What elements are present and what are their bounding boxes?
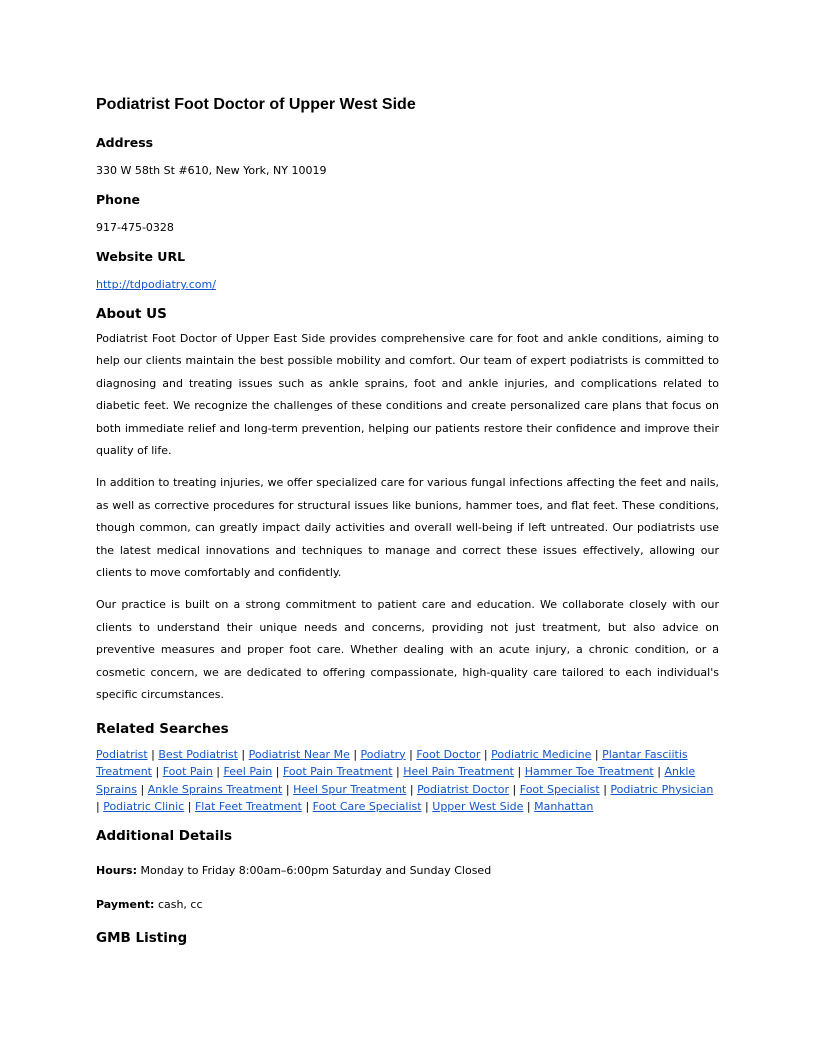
related-search-link[interactable]: Feel Pain xyxy=(223,765,273,778)
additional-details-heading: Additional Details xyxy=(96,827,233,844)
link-separator: | xyxy=(147,747,159,761)
link-separator: | xyxy=(151,765,163,778)
website-heading: Website URL xyxy=(96,249,186,264)
related-search-link[interactable]: Podiatrist Doctor xyxy=(417,782,510,796)
link-separator: | xyxy=(514,765,525,778)
link-separator: | xyxy=(405,747,417,761)
related-search-link[interactable]: Foot Specialist xyxy=(519,782,600,796)
link-separator: | xyxy=(480,747,492,761)
link-separator: | xyxy=(591,747,603,761)
related-search-link[interactable]: Podiatrist xyxy=(96,747,148,761)
related-search-link[interactable]: Upper West Side xyxy=(432,800,524,813)
page-title: Podiatrist Foot Doctor of Upper West Side xyxy=(96,96,416,113)
about-heading: About US xyxy=(96,306,167,322)
link-separator: | xyxy=(406,782,418,796)
related-searches-heading: Related Searches xyxy=(96,720,229,737)
payment-value: cash, cc xyxy=(157,897,203,911)
related-search-link[interactable]: Podiatric Medicine xyxy=(491,747,592,761)
related-search-link[interactable]: Ankle Sprains Treatment xyxy=(147,782,283,796)
link-separator: | xyxy=(301,800,313,813)
hours-value: Monday to Friday 8:00am–6:00pm Saturday and Sunday Closed xyxy=(140,863,492,877)
payment-line xyxy=(96,898,719,911)
related-search-link[interactable]: Podiatric Physician xyxy=(610,782,714,796)
related-search-link[interactable]: Foot Pain Treatment xyxy=(282,765,393,778)
related-search-link[interactable]: Foot Pain xyxy=(162,765,213,778)
phone-value: 917-475-0328 xyxy=(96,221,174,234)
address-value: 330 W 58th St #610, New York, NY 10019 xyxy=(96,164,327,177)
related-search-link[interactable]: Ankle Sprains xyxy=(96,765,696,796)
related-search-link[interactable]: Heel Spur Treatment xyxy=(293,782,407,796)
link-separator: | xyxy=(272,765,283,778)
link-separator: | xyxy=(282,782,294,796)
about-paragraph-1: Podiatrist Foot Doctor of Upper East Side provides comprehensive care for foot and ankle conditions, aiming to help our clients maintain the best possible mobility and comfort. Our team of expert podiatrists is committed to diagnosing and treating issues such as ankle sprains, foot and ankle injuries, and complications related to diabetic feet. We recognize the challenges of these conditions and create personalized care plans that focus on both immediate relief and long-term prevention, helping our patients restore their confidence and improve their quality of life. xyxy=(96,332,719,458)
link-separator: | xyxy=(184,800,195,813)
link-separator: | xyxy=(421,800,433,813)
address-heading: Address xyxy=(96,135,154,150)
related-search-link[interactable]: Podiatry xyxy=(360,747,406,761)
related-search-link[interactable]: Manhattan xyxy=(534,800,594,813)
link-separator: | xyxy=(392,765,404,778)
related-search-link[interactable]: Heel Pain Treatment xyxy=(403,765,514,778)
related-search-link[interactable]: Hammer Toe Treatment xyxy=(524,765,654,778)
related-search-link[interactable]: Podiatrist Near Me xyxy=(248,747,350,761)
website-line xyxy=(96,278,719,291)
gmb-listing-heading: GMB Listing xyxy=(96,929,188,946)
phone-heading: Phone xyxy=(96,192,141,207)
related-search-link[interactable]: Plantar Fasciitis Treatment xyxy=(96,747,688,778)
link-separator: | xyxy=(237,747,249,761)
related-searches-list xyxy=(96,746,719,816)
link-separator: | xyxy=(96,800,104,813)
link-separator: | xyxy=(137,782,148,796)
about-paragraph-2: In addition to treating injuries, we offer specialized care for various fungal infections affecting the feet and nails, as well as corrective procedures for structural issues like bunions, hammer toes, and flat feet. These conditions, though common, can greatly impact daily activities and overall well-being if left untreated. Our podiatrists use the latest medical innovations and techniques to manage and correct these issues effectively, allowing our clients to move comfortably and confidently. xyxy=(96,476,719,580)
link-separator: | xyxy=(523,800,535,813)
payment-label: Payment: xyxy=(96,897,155,911)
link-separator: | xyxy=(599,782,611,796)
hours-label: Hours: xyxy=(96,863,137,877)
hours-line xyxy=(96,864,719,877)
link-separator: | xyxy=(509,782,520,796)
related-search-link[interactable]: Foot Care Specialist xyxy=(312,800,422,813)
link-separator: | xyxy=(212,765,224,778)
related-search-link[interactable]: Flat Feet Treatment xyxy=(194,800,302,813)
related-search-link[interactable]: Best Podiatrist xyxy=(158,747,238,761)
document-page xyxy=(96,88,719,946)
website-link[interactable]: http://tdpodiatry.com/ xyxy=(96,278,216,291)
related-search-link[interactable]: Foot Doctor xyxy=(416,747,481,761)
link-separator: | xyxy=(653,765,665,778)
related-search-link[interactable]: Podiatric Clinic xyxy=(103,800,185,813)
link-separator: | xyxy=(349,747,361,761)
about-paragraph-3: Our practice is built on a strong commitment to patient care and education. We collaborate closely with our clients to understand their unique needs and concerns, providing not just treatment, but also advice on preventive measures and proper foot care. Whether dealing with an acute injury, a chronic condition, or a cosmetic concern, we are dedicated to offering compassionate, high-quality care tailored to each individual's specific circumstances. xyxy=(96,598,719,702)
